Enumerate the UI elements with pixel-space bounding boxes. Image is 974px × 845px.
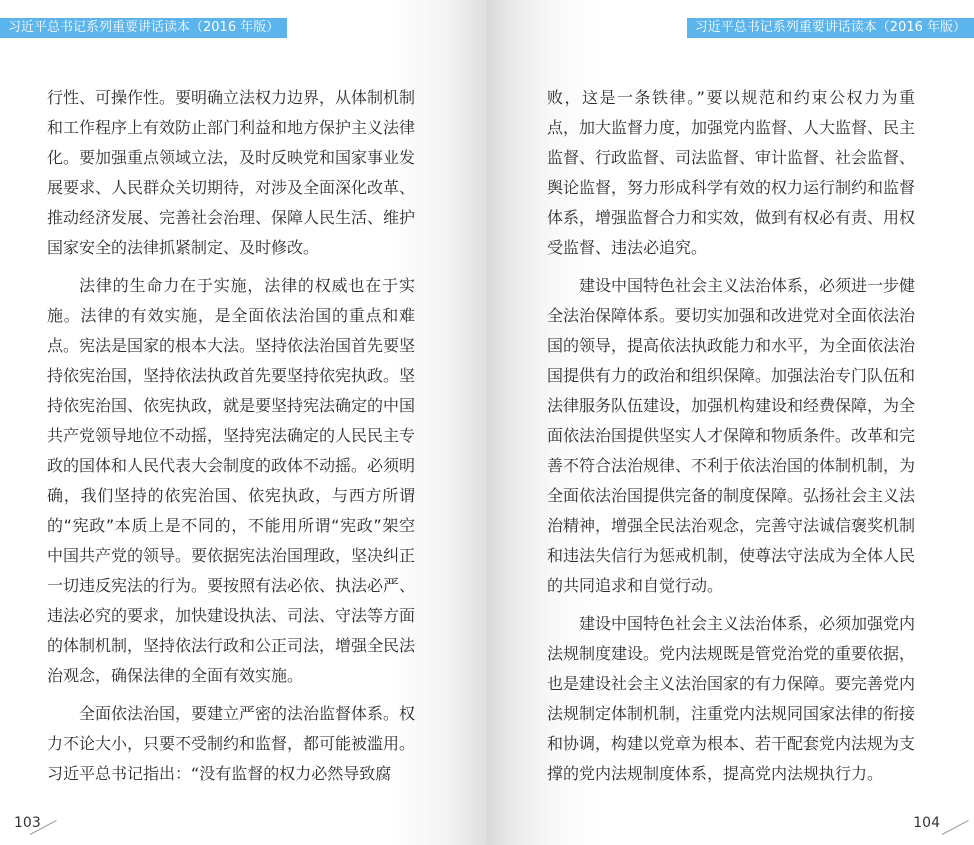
- page-number-right: 104: [913, 815, 940, 831]
- paragraph: 败，这是一条铁律。”要以规范和约束公权力为重点，加大监督力度，加强党内监督、人大监督、民主监督、行政监督、司法监督、审计监督、社会监督、舆论监督，努力形成科学有效的权力运行制约和监督体系，增强监督合力和实效，做到有权必有责、用权受监督、违法必追究。: [547, 88, 916, 257]
- paragraph: 建设中国特色社会主义法治体系，必须加强党内法规制度建设。党内法规既是管党治党的重要依据，也是建设社会主义法治国家的有力保障。要完善党内法规制定体制机制，注重党内法规同国家法律的衔接和协调，构建以党章为根本、若干配套党内法规为支撑的党内法规制度体系，提高党内法规执行力。: [547, 614, 916, 783]
- paragraph: 建设中国特色社会主义法治体系，必须进一步健全法治保障体系。要切实加强和改进党对全面依法治国的领导，提高依法执政能力和水平，为全面依法治国提供有力的政治和组织保障。加强法治专门队伍和法律服务队伍建设，加强机构建设和经费保障，为全面依法治国提供坚实人才保障和物质条件。改革和完善不符合法治规律、不利于依法治国的体制机制，为全面依法治国提供完备的制度保障。弘扬社会主义法治精神，增强全民法治观念，完善守法诚信褒奖机制和违法失信行为惩戒机制，使尊法守法成为全体人民的共同追求和自觉行动。: [547, 276, 916, 595]
- paragraph: 行性、可操作性。要明确立法权力边界，从体制机制和工作程序上有效防止部门利益和地方保护主义法律化。要加强重点领域立法，及时反映党和国家事业发展要求、人民群众关切期待，对涉及全面深化改革、推动经济发展、完善社会治理、保障人民生活、维护国家安全的法律抓紧制定、及时修改。: [47, 88, 416, 257]
- running-header-left: 习近平总书记系列重要讲话读本（2016 年版）: [0, 18, 287, 38]
- right-page-body: [547, 83, 915, 797]
- paragraph: 全面依法治国，要建立严密的法治监督体系。权力不论大小，只要不受制约和监督，都可能被滥用。习近平总书记指出：“没有监督的权力必然导致腐: [47, 704, 416, 783]
- left-page-body: [47, 83, 415, 797]
- page-corner-decoration: [942, 820, 969, 835]
- page-number-left: 103: [14, 815, 41, 831]
- right-page: [487, 0, 974, 845]
- paragraph: 法律的生命力在于实施，法律的权威也在于实施。法律的有效实施，是全面依法治国的重点和难点。宪法是国家的根本大法。坚持依法治国首先要坚持依宪治国，坚持依法执政首先要坚持依宪执政。坚持依宪治国、依宪执政，就是要坚持宪法确定的中国共产党领导地位不动摇，坚持宪法确定的人民民主专政的国体和人民代表大会制度的政体不动摇。必须明确，我们坚持的依宪治国、依宪执政，与西方所谓的“宪政”本质上是不同的，不能用所谓“宪政”架空中国共产党的领导。要依据宪法治国理政，坚决纠正一切违反宪法的行为。要按照有法必依、执法必严、违法必究的要求，加快建设执法、司法、守法等方面的体制机制，坚持依法行政和公正司法，增强全民法治观念，确保法律的全面有效实施。: [47, 276, 416, 685]
- running-header-right: 习近平总书记系列重要讲话读本（2016 年版）: [687, 18, 974, 38]
